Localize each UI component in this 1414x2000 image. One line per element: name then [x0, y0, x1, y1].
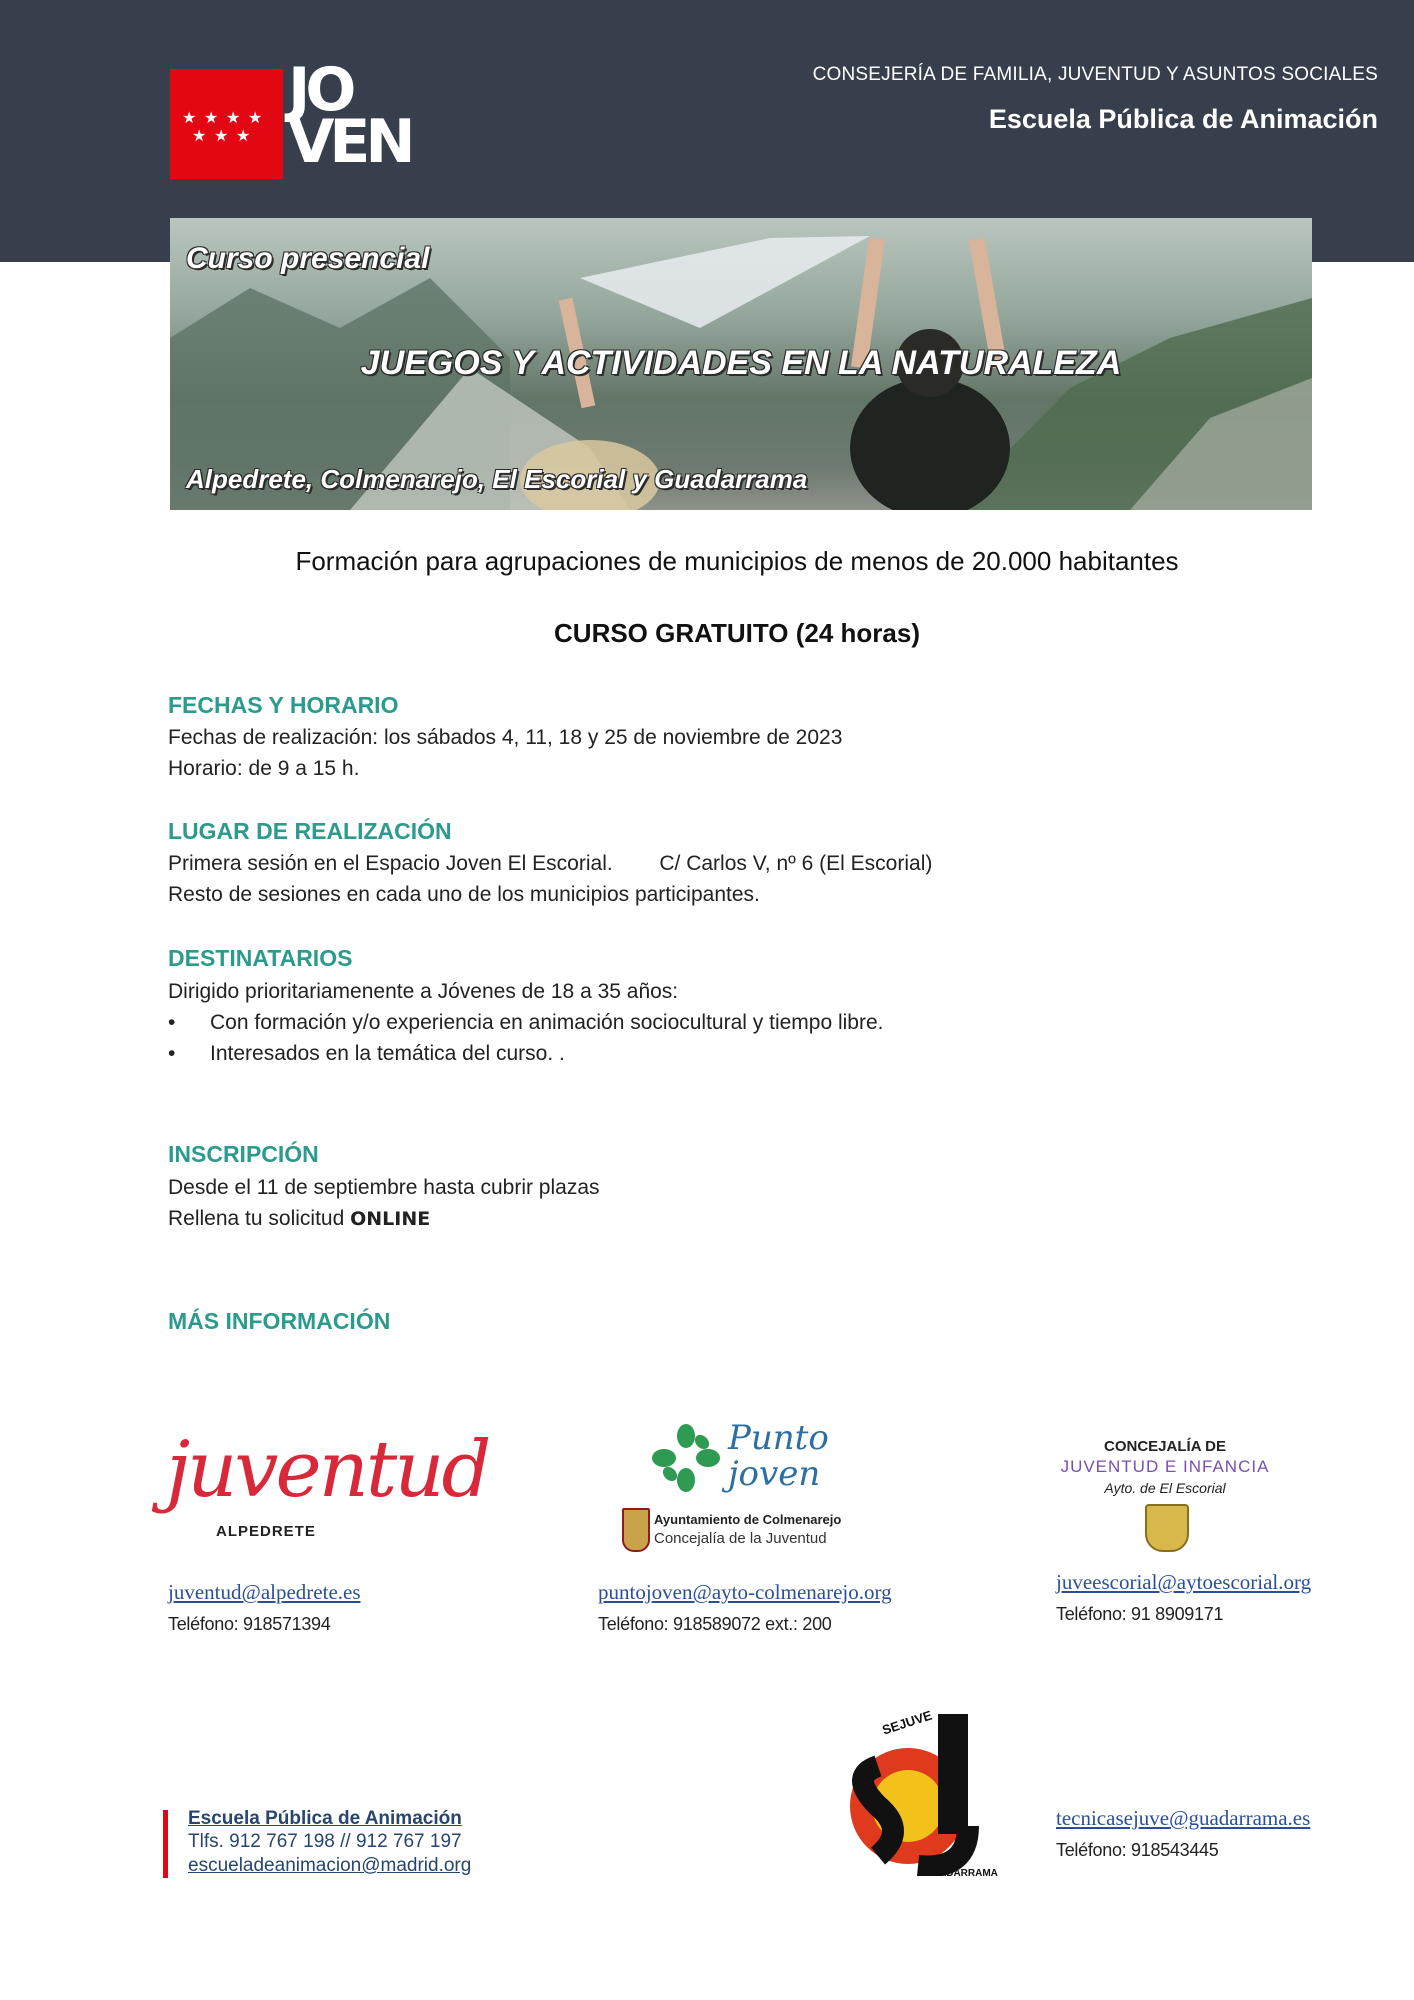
lugar-line-1: Primera sesión en el Espacio Joven El Escorial. C/ Carlos V, nº 6 (El Escorial): [168, 852, 933, 875]
banner-title: JUEGOS Y ACTIVIDADES EN LA NATURALEZA: [360, 344, 1122, 382]
escuela-title: Escuela Pública de Animación: [988, 104, 1378, 134]
escorial-juventud-infancia: JUVENTUD E INFANCIA: [1060, 1457, 1270, 1476]
footer-email[interactable]: escueladeanimacion@madrid.org: [188, 1855, 472, 1876]
alpedrete-email[interactable]: juventud@alpedrete.es: [168, 1580, 361, 1604]
footer-phones: Tlfs. 912 767 198 // 912 767 197: [188, 1831, 462, 1852]
footer-accent-bar: [163, 1810, 168, 1878]
banner-modality: Curso presencial: [186, 242, 430, 275]
colmenarejo-email[interactable]: puntojoven@ayto-colmenarejo.org: [598, 1580, 892, 1604]
inscripcion-heading: INSCRIPCIÓN: [168, 1141, 319, 1167]
escorial-ayto: Ayto. de El Escorial: [1104, 1480, 1226, 1496]
colmenarejo-phone: Teléfono: 918589072 ext.: 200: [598, 1614, 832, 1634]
guadarrama-text: GUADARRAMA: [924, 1868, 998, 1876]
escorial-email[interactable]: juveescorial@aytoescorial.org: [1056, 1570, 1312, 1594]
alpedrete-phone: Teléfono: 918571394: [168, 1614, 331, 1634]
juventud-alpedrete-sub: ALPEDRETE: [216, 1523, 316, 1540]
escorial-phone: Teléfono: 91 8909171: [1056, 1604, 1224, 1624]
banner-places: Alpedrete, Colmenarejo, El Escorial y Guadarrama: [186, 464, 808, 494]
list-item: • Con formación y/o experiencia en animación sociocultural y tiempo libre.: [168, 1011, 884, 1034]
inscripcion-online-line: [168, 1207, 430, 1231]
lugar-line-2: Resto de sesiones en cada uno de los municipios participantes.: [168, 883, 760, 906]
consejeria-title: CONSEJERÍA DE FAMILIA, JUVENTUD Y ASUNTOS SOCIALES: [812, 64, 1378, 85]
fechas-line: Fechas de realización: los sábados 4, 11, 18 y 25 de noviembre de 2023: [168, 726, 843, 749]
list-item: • Interesados en la temática del curso. .: [168, 1042, 565, 1065]
formacion-subtitle: Formación para agrupaciones de municipios de menos de 20.000 habitantes: [295, 546, 1179, 576]
inscripcion-rellena: Rellena tu solicitud: [168, 1207, 345, 1230]
joven-logo-line2: VEN: [288, 107, 411, 177]
footer-escuela-link[interactable]: Escuela Pública de Animación: [188, 1808, 462, 1829]
colmenarejo-concejalia: Concejalía de la Juventud: [654, 1530, 827, 1547]
escorial-crest-icon: [1145, 1504, 1189, 1552]
fechas-heading: FECHAS Y HORARIO: [168, 692, 399, 718]
colmenarejo-shield-icon: [622, 1508, 650, 1552]
inscripcion-line: Desde el 11 de septiembre hasta cubrir plazas: [168, 1176, 600, 1199]
escorial-concejalia: CONCEJALÍA DE: [1104, 1438, 1226, 1455]
mas-info-heading: MÁS INFORMACIÓN: [168, 1308, 391, 1334]
juventud-alpedrete-logo: juventud: [166, 1425, 489, 1515]
punto-joven-logo-text: [728, 1420, 829, 1492]
curso-gratuito: CURSO GRATUITO (24 horas): [554, 618, 920, 648]
bullet-text: Con formación y/o experiencia en animación sociocultural y tiempo libre.: [210, 1011, 884, 1034]
destinatarios-intro: Dirigido prioritariamenente a Jóvenes de 18 a 35 años:: [168, 980, 679, 1003]
colmenarejo-ayto: Ayuntamiento de Colmenarejo: [654, 1512, 842, 1527]
sejuve-text: SEJUVE: [880, 1707, 934, 1738]
punto-word: Punto: [728, 1418, 829, 1458]
guadarrama-email[interactable]: tecnicasejuve@guadarrama.es: [1056, 1806, 1311, 1830]
joven-logo-line1: JO: [288, 55, 352, 125]
sejuve-guadarrama-logo: [838, 1706, 998, 1876]
joven-word: joven: [728, 1454, 821, 1494]
comunidad-madrid-logo: ★ ★ ★ ★ ★ ★ ★: [170, 69, 283, 179]
joven-logo: [288, 55, 411, 177]
bullet-text: Interesados en la temática del curso. .: [210, 1042, 565, 1065]
punto-joven-flower-icon: [652, 1424, 720, 1492]
destinatarios-heading: DESTINATARIOS: [168, 945, 353, 971]
course-banner: [170, 218, 1312, 510]
lugar-heading: LUGAR DE REALIZACIÓN: [168, 818, 452, 844]
horario-line: Horario: de 9 a 15 h.: [168, 757, 360, 780]
guadarrama-phone: Teléfono: 918543445: [1056, 1840, 1219, 1860]
online-link[interactable]: ONLINE: [350, 1208, 431, 1230]
